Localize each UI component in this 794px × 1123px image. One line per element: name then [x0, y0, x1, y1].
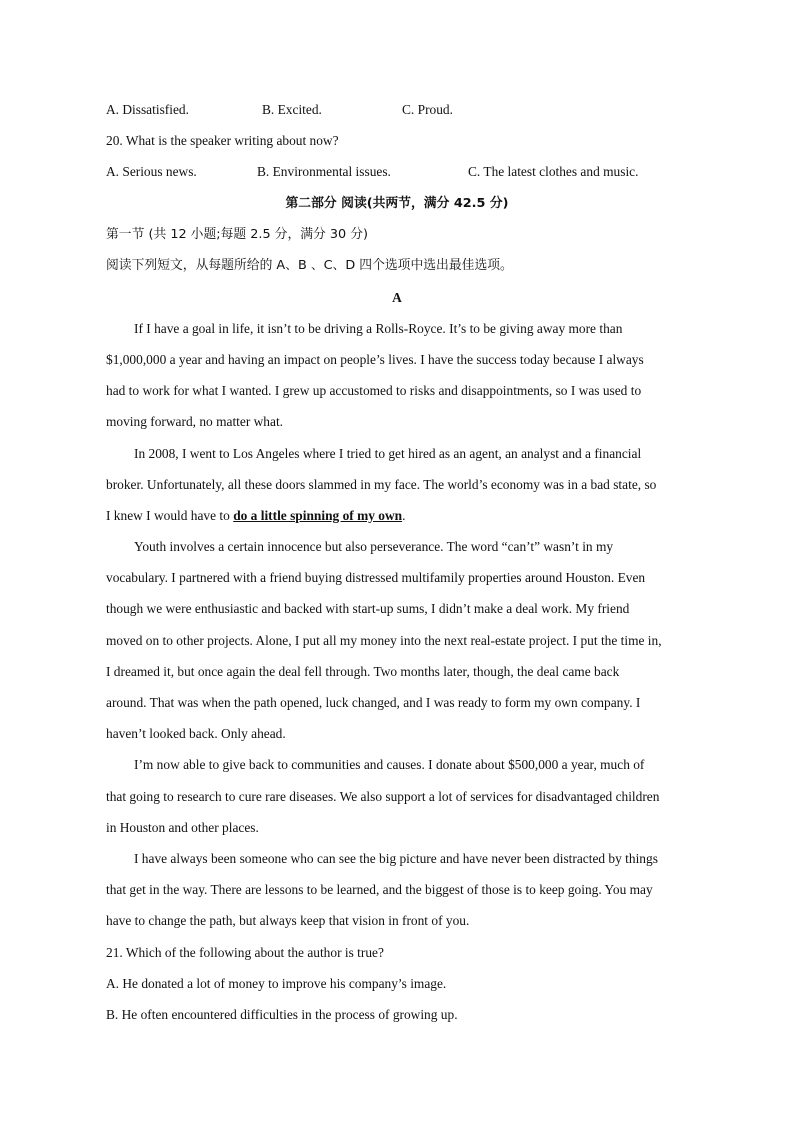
q20-stem: 20. What is the speaker writing about now? [106, 133, 339, 148]
q21-option-a: A. He donated a lot of money to improve his company’s image. [106, 976, 447, 991]
passage-line: have to change the path, but always keep that vision in front of you. [106, 913, 470, 928]
passage-line-text: I knew I would have to [106, 508, 234, 523]
q19-option-c: C. Proud. [402, 102, 453, 117]
passage-line: $1,000,000 a year and having an impact on people’s lives. I have the success today because I always [106, 352, 644, 367]
q21-stem: 21. Which of the following about the author is true? [106, 945, 384, 960]
passage-line: If I have a goal in life, it isn’t to be driving a Rolls-Royce. It’s to be giving away more than [134, 321, 623, 336]
passage-line: vocabulary. I partnered with a friend buying distressed multifamily properties around Houston. Even [106, 570, 646, 585]
q20-option-a: A. Serious news. [106, 164, 197, 179]
passage-line: that going to research to cure rare diseases. We also support a lot of services for disadvantaged children [106, 789, 660, 804]
passage-line: haven’t looked back. Only ahead. [106, 726, 286, 741]
instructions: 阅读下列短文，从每题所给的 A、B 、C、D 四个选项中选出最佳选项。 [106, 258, 513, 273]
passage-line: in Houston and other places. [106, 820, 259, 835]
passage-line: In 2008, I went to Los Angeles where I tried to get hired as an agent, an analyst and a financial [134, 446, 642, 461]
part2-heading: 第二部分 阅读(共两节，满分 42.5 分) [285, 196, 509, 211]
passage-line: I dreamed it, but once again the deal fell through. Two months later, though, the deal came back [106, 664, 620, 679]
passage-label: A [392, 290, 402, 305]
q20-option-b: B. Environmental issues. [257, 164, 391, 179]
passage-line: I have always been someone who can see the big picture and have never been distracted by things [134, 851, 658, 866]
underlined-phrase: do a little spinning of my own [233, 508, 403, 523]
q19-option-a: A. Dissatisfied. [106, 102, 189, 117]
q20-option-c: C. The latest clothes and music. [468, 164, 639, 179]
passage-line: that get in the way. There are lessons to be learned, and the biggest of those is to keep going. You may [106, 882, 653, 897]
passage-line: I’m now able to give back to communities and causes. I donate about $500,000 a year, much of [134, 757, 645, 772]
passage-line: moving forward, no matter what. [106, 414, 284, 429]
passage-line: moved on to other projects. Alone, I put all my money into the next real-estate project. I put the time in, [106, 633, 662, 648]
passage-line: Youth involves a certain innocence but also perseverance. The word “can’t” wasn’t in my [134, 539, 614, 554]
phrase-tail: . [402, 508, 406, 523]
passage-line: broker. Unfortunately, all these doors slammed in my face. The world’s economy was in a bad state, so [106, 477, 657, 492]
q19-option-b: B. Excited. [262, 102, 322, 117]
passage-line: had to work for what I wanted. I grew up accustomed to risks and disappointments, so I was used to [106, 383, 642, 398]
passage-line: though we were enthusiastic and backed with start-up sums, I didn’t make a deal work. My friend [106, 601, 630, 616]
passage-line-with-phrase [106, 507, 405, 525]
q21-option-b: B. He often encountered difficulties in the process of growing up. [106, 1007, 458, 1022]
section1-heading: 第一节 (共 12 小题;每题 2.5 分，满分 30 分) [106, 227, 369, 242]
passage-line: around. That was when the path opened, luck changed, and I was ready to form my own company. I [106, 695, 641, 710]
